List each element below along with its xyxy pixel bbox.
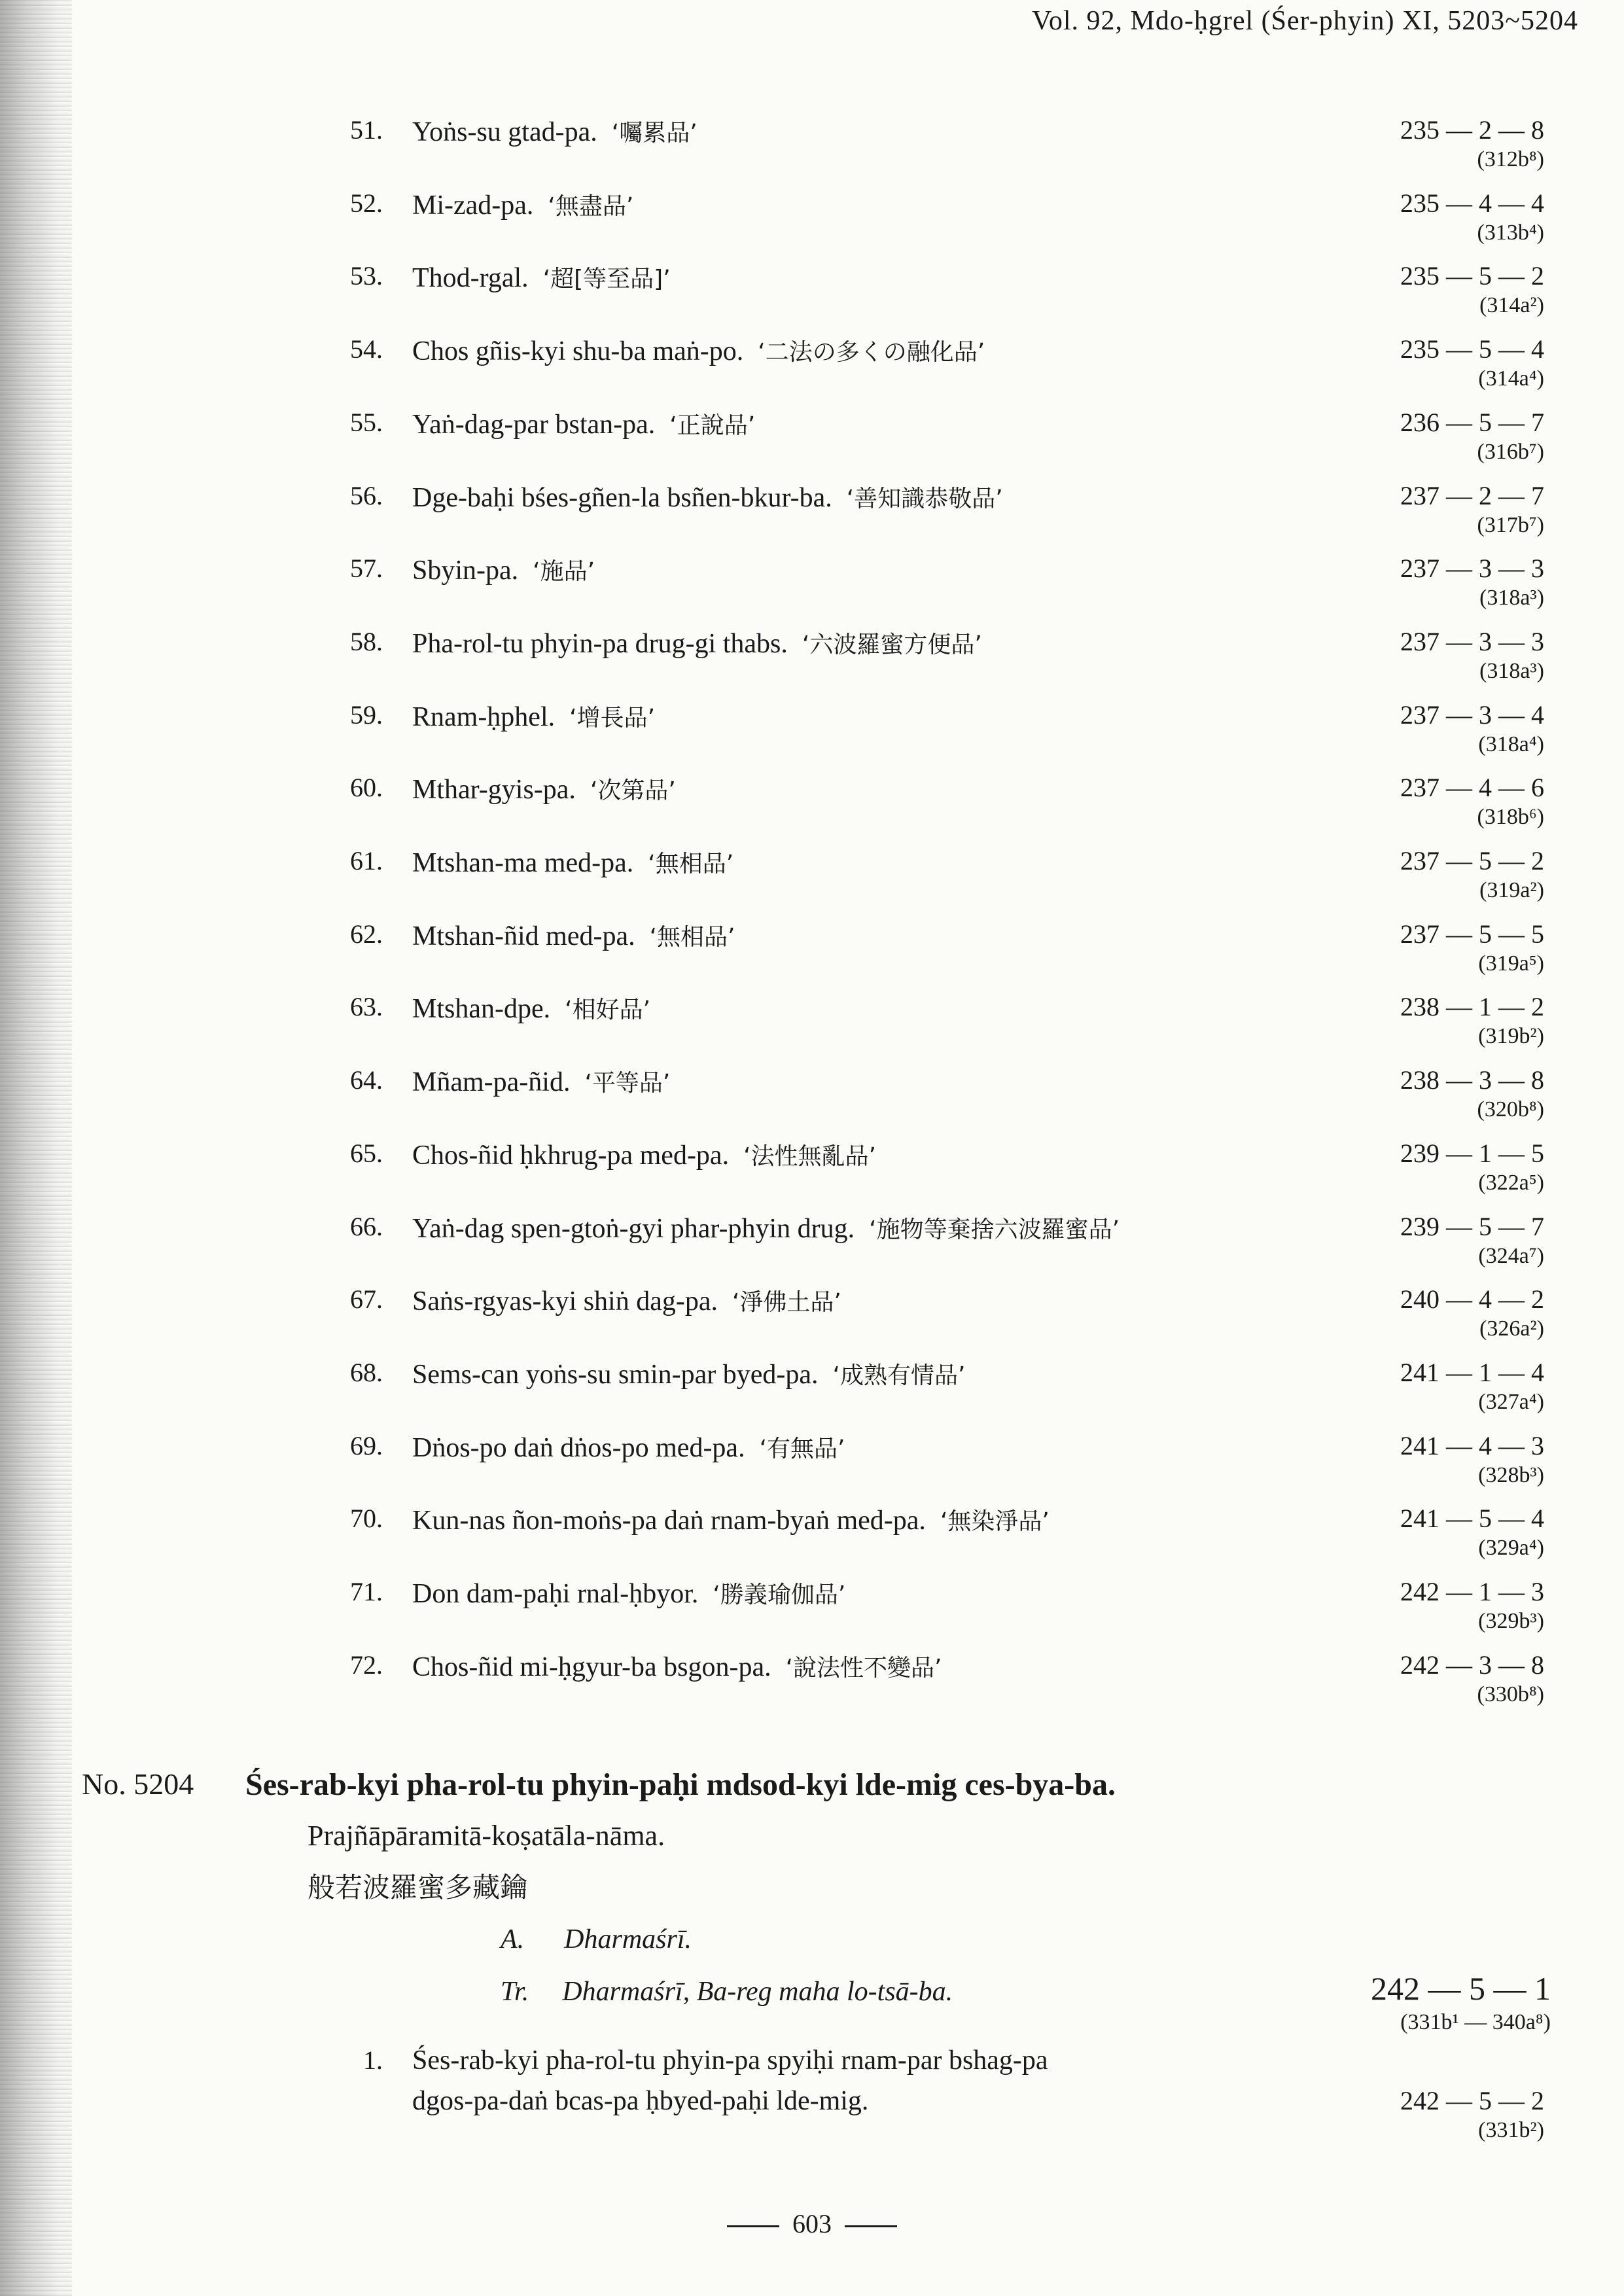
entry-title [412, 260, 671, 294]
entry-tibetan-title: Yoṅs-su gtad-pa. [412, 117, 597, 147]
entry-reference: 242 — 3 — 8 [1400, 1650, 1544, 1680]
entry-tibetan-title: Don dam-paḥi rnal-ḥbyor. [412, 1579, 699, 1609]
entry-number: 67. [350, 1284, 383, 1314]
entry-folio: (312b⁸) [1477, 147, 1544, 171]
entry-chinese-title: ‘法性無亂品’ [743, 1143, 876, 1170]
chapter-entry [0, 1503, 1624, 1575]
entry-number: 72. [350, 1650, 383, 1680]
entry-folio: (319a⁵) [1478, 951, 1544, 976]
chapter-entry [0, 115, 1624, 186]
entry-tibetan-title: Dge-baḥi bśes-gñen-la bsñen-bkur-ba. [412, 483, 832, 513]
entry-tibetan-title: Pha-rol-tu phyin-pa drug-gi thabs. [412, 629, 788, 659]
entry-tibetan-title: Yaṅ-dag-par bstan-pa. [412, 410, 656, 440]
entry-reference: 237 — 3 — 3 [1400, 627, 1544, 656]
chapter-entry [0, 1211, 1624, 1283]
entry-reference: 237 — 3 — 4 [1400, 700, 1544, 730]
entry-number: 52. [350, 188, 383, 218]
entry-title [412, 553, 595, 586]
chapter-entry [0, 407, 1624, 479]
chapter-entry [0, 845, 1624, 917]
page-number-value: 603 [792, 2209, 832, 2238]
entry-reference: 235 — 4 — 4 [1400, 188, 1544, 218]
entry-title [412, 1430, 845, 1464]
entry-number: 69. [350, 1431, 383, 1460]
entry-number: 56. [350, 481, 383, 510]
entry-tibetan-title: Chos-ñid ḥkhrug-pa med-pa. [412, 1140, 730, 1171]
chapter-entry [0, 699, 1624, 771]
author-label: A. [501, 1924, 525, 1954]
entry-folio: (317b⁷) [1477, 513, 1544, 537]
entry-folio: (320b⁸) [1477, 1097, 1544, 1122]
work-folio-range: (331b¹ — 340a⁸) [1400, 2010, 1551, 2034]
entry-tibetan-title: Sbyin-pa. [412, 556, 519, 586]
entry-folio: (318a⁴) [1478, 732, 1544, 756]
entry-number: 59. [350, 700, 383, 730]
entry-chinese-title: ‘善知識恭敬品’ [846, 486, 1003, 512]
entry-folio: (318a³) [1479, 659, 1544, 683]
entry-folio: (330b⁸) [1477, 1682, 1544, 1706]
chapter-entry [0, 553, 1624, 625]
entry-number: 55. [350, 408, 383, 437]
entry-folio: (324a⁷) [1478, 1244, 1544, 1268]
chapter-entry [0, 772, 1624, 844]
chapter-entry [0, 1430, 1624, 1502]
entry-title [412, 1576, 845, 1610]
entry-title [412, 772, 676, 805]
entry-chinese-title: ‘正說品’ [669, 412, 756, 439]
entry-chinese-title: ‘成熟有情品’ [832, 1362, 966, 1389]
work-tibetan-title: Śes-rab-kyi pha-rol-tu phyin-paḥi mdsod-kyi lde-mig ces-bya-ba. [245, 1767, 1116, 1802]
entry-chinese-title: ‘相好品’ [565, 997, 651, 1023]
entry-reference: 236 — 5 — 7 [1400, 408, 1544, 437]
work-number: No. 5204 [82, 1767, 194, 1801]
entry-tibetan-title: Mtshan-dpe. [412, 994, 551, 1024]
entry-chinese-title: ‘二法の多くの融化品’ [758, 339, 985, 366]
entry-title [412, 1065, 670, 1098]
entry-reference: 237 — 3 — 3 [1400, 554, 1544, 583]
entry-number: 51. [350, 115, 383, 145]
entry-reference: 241 — 4 — 3 [1400, 1431, 1544, 1460]
entry-chinese-title: ‘說法性不變品’ [785, 1655, 942, 1682]
page-number [0, 2208, 1624, 2239]
entry-chinese-title: ‘增長品’ [569, 705, 656, 732]
entry-reference: 239 — 5 — 7 [1400, 1212, 1544, 1241]
entry-reference: 237 — 5 — 2 [1400, 846, 1544, 875]
chapter-entry [0, 260, 1624, 332]
entry-chinese-title: ‘無染淨品’ [940, 1508, 1050, 1535]
running-head: Vol. 92, Mdo-ḥgrel (Śer-phyin) XI, 5203~5204 [1031, 6, 1578, 36]
chapter-entry [0, 991, 1624, 1063]
entry-title [412, 845, 733, 879]
entry-number: 60. [350, 773, 383, 802]
entry-title [412, 991, 650, 1025]
entry-chinese-title: ‘六波羅蜜方便品’ [802, 631, 982, 658]
entry-title [412, 1211, 1120, 1245]
entry-reference: 237 — 4 — 6 [1400, 773, 1544, 802]
chapter-entry [0, 919, 1624, 991]
entry-tibetan-title: Chos-ñid mi-ḥgyur-ba bsgon-pa. [412, 1652, 771, 1682]
entry-title [412, 1650, 942, 1683]
chapter-entry [0, 1284, 1624, 1356]
entry-tibetan-title: Saṅs-rgyas-kyi shiṅ dag-pa. [412, 1286, 718, 1316]
entry-chinese-title: ‘囑累品’ [611, 120, 697, 147]
entry-tibetan-title: Kun-nas ñon-moṅs-pa daṅ rnam-byaṅ med-pa. [412, 1506, 926, 1536]
chapter-entry [0, 626, 1624, 698]
entry-folio: (314a⁴) [1478, 366, 1544, 391]
page-number-rule-left [727, 2225, 779, 2227]
entry-title [412, 334, 985, 367]
entry-reference: 235 — 5 — 2 [1400, 261, 1544, 291]
entry-tibetan-title: Dṅos-po daṅ dṅos-po med-pa. [412, 1433, 745, 1463]
entry-title [412, 480, 1003, 514]
entry-folio: (318b⁶) [1477, 805, 1544, 829]
entry-title [412, 1284, 841, 1317]
entry-folio: (327a⁴) [1478, 1390, 1544, 1414]
entry-chinese-title: ‘勝義瑜伽品’ [713, 1581, 846, 1608]
entry-number: 64. [350, 1065, 383, 1095]
entry-chinese-title: ‘無相品’ [648, 851, 734, 877]
chapter-entry [0, 480, 1624, 552]
entry-folio: (319a²) [1479, 878, 1544, 902]
entry-title [412, 407, 755, 440]
entry-folio: (313b⁴) [1477, 221, 1544, 245]
entry-reference: 235 — 5 — 4 [1400, 334, 1544, 364]
entry-chinese-title: ‘次第品’ [590, 777, 676, 804]
entry-tibetan-title: Sems-can yoṅs-su smin-par byed-pa. [412, 1360, 819, 1390]
entry-number: 63. [350, 992, 383, 1021]
entry-chinese-title: ‘淨佛土品’ [732, 1289, 841, 1316]
entry-number: 68. [350, 1358, 383, 1387]
entry-tibetan-title: Rnam-ḥphel. [412, 702, 556, 732]
entry-folio: (318a³) [1479, 586, 1544, 610]
entry-title [412, 188, 633, 221]
translator-label: Tr. [501, 1977, 529, 2007]
entry-folio: (329a⁴) [1478, 1536, 1544, 1560]
entry-chinese-title: ‘平等品’ [584, 1070, 671, 1097]
entry-folio: (322a⁵) [1478, 1171, 1544, 1195]
entry-title [412, 1357, 965, 1390]
chapter-title-line-2: dgos-pa-daṅ bcas-pa ḥbyed-paḥi lde-mig. [412, 2086, 869, 2116]
chapter-entry [0, 188, 1624, 260]
translator-names: Dharmaśrī, Ba-reg maha lo-tsā-ba. [562, 1977, 953, 2007]
work-author [501, 1924, 692, 1955]
entry-tibetan-title: Yaṅ-dag spen-gtoṅ-gyi phar-phyin drug. [412, 1214, 855, 1244]
entry-number: 66. [350, 1212, 383, 1241]
entry-folio: (329b³) [1478, 1609, 1544, 1633]
entry-reference: 237 — 5 — 5 [1400, 919, 1544, 949]
entry-reference: 239 — 1 — 5 [1400, 1139, 1544, 1168]
entry-chinese-title: ‘無盡品’ [548, 193, 634, 220]
chapter-number: 1. [363, 2045, 383, 2075]
entry-reference: 242 — 1 — 3 [1400, 1577, 1544, 1606]
entry-folio: (319b²) [1478, 1024, 1544, 1048]
entry-reference: 235 — 2 — 8 [1400, 115, 1544, 145]
entry-tibetan-title: Mñam-pa-ñid. [412, 1067, 571, 1097]
entry-number: 53. [350, 261, 383, 291]
chapter-entry [0, 1357, 1624, 1429]
entry-reference: 238 — 3 — 8 [1400, 1065, 1544, 1095]
entry-number: 58. [350, 627, 383, 656]
entry-number: 71. [350, 1577, 383, 1606]
entry-tibetan-title: Mi-zad-pa. [412, 190, 534, 221]
entry-chinese-title: ‘無相品’ [649, 924, 735, 951]
entry-number: 57. [350, 554, 383, 583]
work-chinese-title: 般若波羅蜜多藏鑰 [308, 1871, 528, 1903]
entry-tibetan-title: Thod-rgal. [412, 263, 529, 293]
entry-number: 62. [350, 919, 383, 949]
entry-chinese-title: ‘有無品’ [759, 1436, 845, 1462]
entry-folio: (326a²) [1479, 1316, 1544, 1341]
chapter-reference: 242 — 5 — 2 [1400, 2086, 1544, 2115]
entry-number: 54. [350, 334, 383, 364]
entry-tibetan-title: Chos gñis-kyi shu-ba maṅ-po. [412, 336, 744, 366]
work-translator [501, 1976, 953, 2007]
entry-title [412, 1503, 1050, 1536]
page-number-rule-right [845, 2225, 897, 2227]
entry-number: 70. [350, 1504, 383, 1533]
entry-number: 65. [350, 1139, 383, 1168]
entry-reference: 241 — 5 — 4 [1400, 1504, 1544, 1533]
entry-title [412, 626, 982, 660]
chapter-title-line-1: Śes-rab-kyi pha-rol-tu phyin-pa spyiḥi rnam-par bshag-pa [412, 2045, 1048, 2075]
entry-reference: 237 — 2 — 7 [1400, 481, 1544, 510]
entry-chinese-title: ‘超[等至品]’ [542, 266, 671, 292]
chapter-entry [0, 1576, 1624, 1648]
chapter-folio: (331b²) [1478, 2118, 1544, 2142]
entry-reference: 238 — 1 — 2 [1400, 992, 1544, 1021]
entry-title [412, 115, 697, 148]
entry-reference: 240 — 4 — 2 [1400, 1284, 1544, 1314]
entry-chinese-title: ‘施品’ [533, 558, 595, 585]
chapter-entry [0, 1650, 1624, 1722]
work-reference: 242 — 5 — 1 [1371, 1970, 1551, 2007]
author-name: Dharmaśrī. [564, 1924, 692, 1954]
entry-folio: (328b³) [1478, 1463, 1544, 1487]
entry-tibetan-title: Mtshan-ñid med-pa. [412, 921, 635, 951]
work-sanskrit-title: Prajñāpāramitā-koṣatāla-nāma. [308, 1820, 665, 1852]
entry-title [412, 699, 655, 733]
entry-number: 61. [350, 846, 383, 875]
entry-reference: 241 — 1 — 4 [1400, 1358, 1544, 1387]
chapter-entry [0, 334, 1624, 406]
entry-tibetan-title: Mthar-gyis-pa. [412, 775, 576, 805]
chapter-entry [0, 1065, 1624, 1137]
entry-chinese-title: ‘施物等棄捨六波羅蜜品’ [869, 1216, 1120, 1243]
entry-folio: (316b⁷) [1477, 440, 1544, 464]
entry-folio: (314a²) [1479, 293, 1544, 317]
entry-tibetan-title: Mtshan-ma med-pa. [412, 848, 634, 878]
chapter-entry [0, 1138, 1624, 1210]
entry-title [412, 1138, 876, 1171]
entry-title [412, 919, 735, 952]
